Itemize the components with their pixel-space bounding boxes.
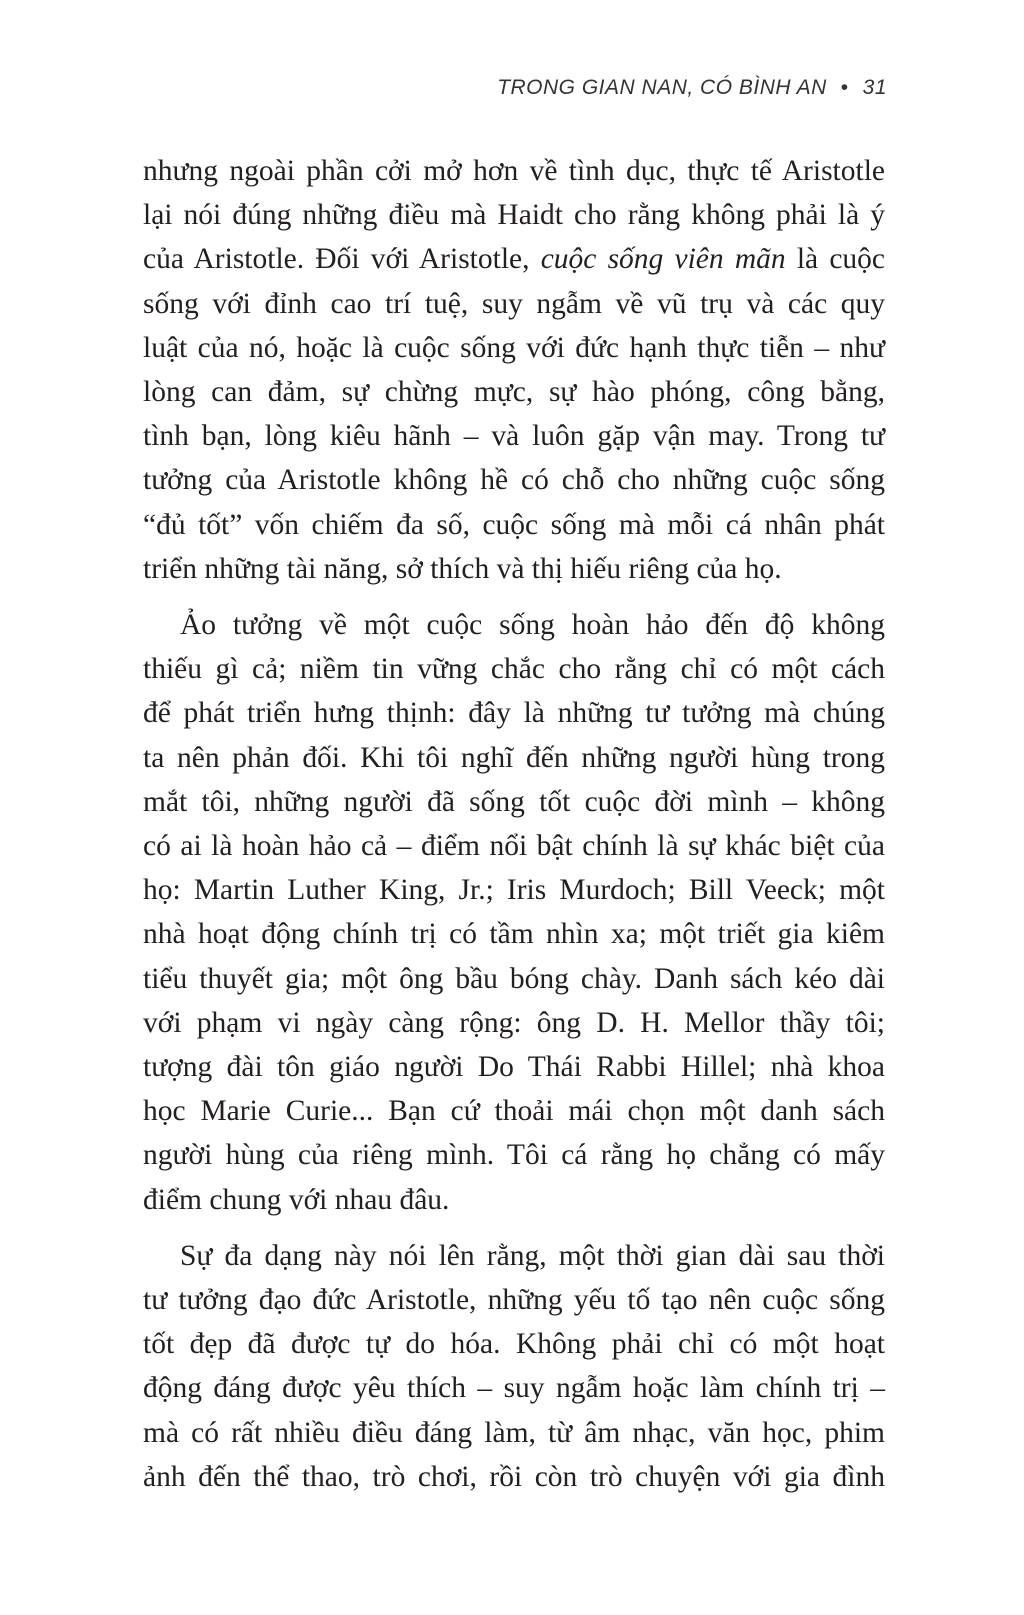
text-line: tư tưởng đạo đức Aristotle, những yếu tố tạo nên cuộc sống [143, 1284, 885, 1317]
running-head [497, 76, 887, 100]
text-line: tượng đài tôn giáo người Do Thái Rabbi Hillel; nhà khoa [143, 1051, 885, 1084]
separator-bullet: • [840, 76, 849, 99]
text-line: với phạm vi ngày càng rộng: ông D. H. Mellor thầy tôi; [143, 1006, 885, 1039]
text-line: lòng can đảm, sự chừng mực, sự hào phóng, công bằng, [143, 376, 885, 409]
text-line: động đáng được yêu thích – suy ngẫm hoặc làm chính trị – [143, 1372, 885, 1405]
text-line: nhà hoạt động chính trị có tầm nhìn xa; một triết gia kiêm [143, 918, 885, 951]
text-line: “đủ tốt” vốn chiếm đa số, cuộc sống mà mỗi cá nhân phát [143, 508, 885, 541]
paragraph-3 [143, 1234, 885, 1499]
text-run: là cuộc [785, 243, 886, 276]
text-line: ta nên phản đối. Khi tôi nghĩ đến những người hùng trong [143, 741, 885, 774]
text-line: nhưng ngoài phần cởi mở hơn về tình dục, thực tế Aristotle [143, 155, 885, 187]
text-run: của Aristotle. Đối với Aristotle, [143, 243, 541, 276]
italic-phrase: cuộc sống viên mãn [540, 243, 786, 276]
text-line: có ai là hoàn hảo cả – điểm nổi bật chính là sự khác biệt của [143, 830, 885, 863]
text-line: tình bạn, lòng kiêu hãnh – và luôn gặp vận may. Trong tư [143, 420, 885, 453]
text-line: mà có rất nhiều điều đáng làm, từ âm nhạc, văn học, phim [143, 1416, 885, 1449]
text-line: triển những tài năng, sở thích và thị hiếu riêng của họ. [143, 552, 782, 585]
text-line: tiểu thuyết gia; một ông bầu bóng chày. Danh sách kéo dài [143, 962, 885, 995]
text-line: thiếu gì cả; niềm tin vững chắc cho rằng chỉ có một cách [143, 653, 885, 686]
body-text [143, 149, 885, 1511]
text-line: tốt đẹp đã được tự do hóa. Không phải chỉ có một hoạt [143, 1328, 885, 1361]
text-line: mắt tôi, những người đã sống tốt cuộc đời mình – không [143, 785, 885, 818]
text-line: họ: Martin Luther King, Jr.; Iris Murdoch; Bill Veeck; một [143, 874, 885, 907]
running-title: TRONG GIAN NAN, CÓ BÌNH AN [497, 76, 827, 99]
text-line: Sự đa dạng này nói lên rằng, một thời gian dài sau thời [180, 1239, 885, 1272]
text-line: lại nói đúng những điều mà Haidt cho rằng không phải là ý [143, 199, 885, 232]
paragraph-2 [143, 603, 885, 1222]
text-line: tưởng của Aristotle không hề có chỗ cho những cuộc sống [143, 464, 885, 497]
text-line: Ảo tưởng về một cuộc sống hoàn hảo đến độ không [180, 609, 885, 642]
text-line: người hùng của riêng mình. Tôi cá rằng họ chẳng có mấy [143, 1139, 885, 1172]
text-line: điểm chung với nhau đâu. [143, 1183, 450, 1216]
text-line: để phát triển hưng thịnh: đây là những tư tưởng mà chúng [143, 697, 885, 730]
text-line: luật của nó, hoặc là cuộc sống với đức hạnh thực tiễn – như [143, 331, 885, 364]
text-line: học Marie Curie... Bạn cứ thoải mái chọn một danh sách [143, 1095, 885, 1128]
text-line [143, 237, 885, 281]
text-line: ảnh đến thể thao, trò chơi, rồi còn trò chuyện với gia đình [143, 1460, 885, 1493]
page-number: 31 [862, 76, 887, 99]
text-line: sống với đỉnh cao trí tuệ, suy ngẫm về vũ trụ và các quy [143, 287, 885, 320]
paragraph-1 [143, 149, 885, 591]
